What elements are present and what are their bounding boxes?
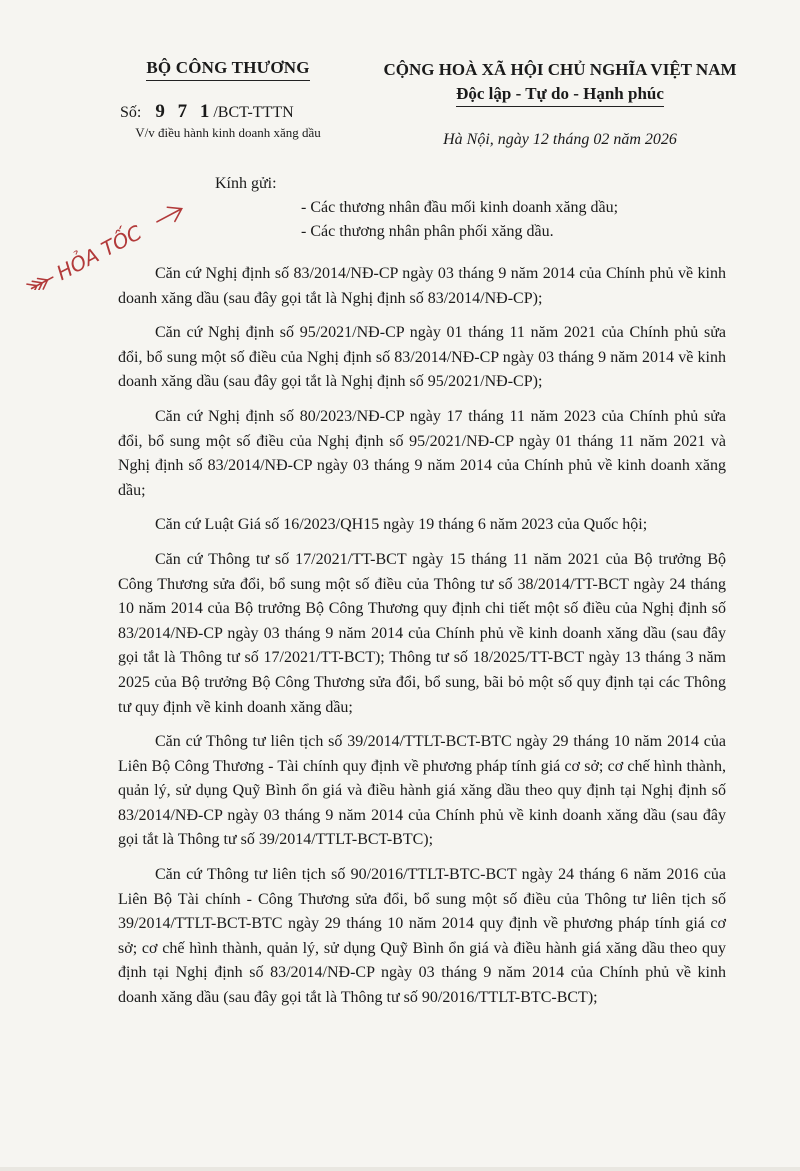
body-paragraph: Căn cứ Nghị định số 83/2014/NĐ-CP ngày 03 tháng 9 năm 2014 của Chính phủ về kinh doanh xăng dầu (sau đây gọi tắt là Nghị định số 83/2014/NĐ-CP);	[118, 265, 726, 307]
body-paragraph: Căn cứ Nghị định số 80/2023/NĐ-CP ngày 17 tháng 11 năm 2023 của Chính phủ sửa đổi, bổ sung một số điều của Nghị định số 95/2021/NĐ-CP ngày 01 tháng 11 năm 2021 và Nghị định số 83/2014/NĐ-CP ngày 03 tháng 9 năm 2014 của Chính phủ về kinh doanh xăng dầu;	[118, 407, 726, 499]
document-body	[118, 262, 726, 1021]
number-value: 9 7 1	[155, 101, 214, 122]
recipient-item: - Các thương nhân phân phối xăng dầu.	[301, 223, 554, 240]
body-paragraph: Căn cứ Nghị định số 95/2021/NĐ-CP ngày 01 tháng 11 năm 2021 của Chính phủ sửa đổi, bổ sung một số điều của Nghị định số 83/2014/NĐ-CP ngày 03 tháng 9 năm 2014 về kinh doanh xăng dầu (sau đây gọi tắt là Nghị định số 95/2021/NĐ-CP);	[118, 324, 726, 391]
body-paragraph: Căn cứ Thông tư số 17/2021/TT-BCT ngày 15 tháng 11 năm 2021 của Bộ trưởng Bộ Công Thương sửa đổi, bổ sung một số điều của Thông tư số 38/2014/TT-BCT ngày 24 tháng 10 năm 2014 của Bộ trưởng Bộ Công Thương quy định chi tiết một số điều của Nghị định số 83/2014/NĐ-CP ngày 03 tháng 9 năm 2014 của Chính phủ về kinh doanh xăng dầu (sau đây gọi tắt là Thông tư số 17/2021/TT-BCT); Thông tư số 18/2025/TT-BCT ngày 13 tháng 3 năm 2025 của Bộ trưởng Bộ Công Thương sửa đổi, bổ sung, bãi bỏ một số quy định tại các Thông tư quy định về kinh doanh xăng dầu;	[118, 550, 726, 716]
nation-title: CỘNG HOÀ XÃ HỘI CHỦ NGHĨA VIỆT NAM	[383, 60, 737, 79]
number-suffix: /BCT-TTTN	[213, 104, 294, 121]
national-motto: Độc lập - Tự do - Hạnh phúc	[456, 84, 664, 107]
agency-name: BỘ CÔNG THƯƠNG	[146, 58, 309, 81]
greeting: Kính gửi:	[215, 175, 277, 192]
recipient-item: - Các thương nhân đầu mối kinh doanh xăng dầu;	[301, 199, 619, 216]
stamp-text: HỎA TỐC	[52, 220, 146, 286]
document-number	[98, 101, 358, 123]
number-label: Số:	[120, 104, 142, 121]
recipients-block	[215, 172, 618, 244]
place-date: Hà Nội, ngày 12 tháng 02 năm 2026	[443, 131, 677, 148]
page-edge	[0, 1167, 800, 1171]
national-header	[360, 60, 760, 149]
issuer-block	[98, 58, 358, 141]
body-paragraph: Căn cứ Thông tư liên tịch số 90/2016/TTLT-BTC-BCT ngày 24 tháng 6 năm 2016 của Liên Bộ Tài chính - Công Thương sửa đổi, bổ sung một số điều của Thông tư liên tịch số 39/2014/TTLT-BCT-BTC ngày 29 tháng 10 năm 2014 quy định về phương pháp tính giá cơ sở; cơ chế hình thành, quản lý, sử dụng Quỹ Bình ổn giá và điều hành giá xăng dầu theo quy định tại Nghị định số 83/2014/NĐ-CP ngày 03 tháng 9 năm 2014 của Chính phủ về kinh doanh xăng dầu (sau đây gọi tắt là Thông tư số 90/2016/TTLT-BTC-BCT);	[118, 866, 726, 1007]
body-paragraph: Căn cứ Luật Giá số 16/2023/QH15 ngày 19 tháng 6 năm 2023 của Quốc hội;	[155, 516, 648, 534]
body-paragraph: Căn cứ Thông tư liên tịch số 39/2014/TTLT-BCT-BTC ngày 29 tháng 10 năm 2014 của Liên Bộ Công Thương - Tài chính quy định về phương pháp tính giá cơ sở; cơ chế hình thành, quản lý, sử dụng Quỹ Bình ổn giá và điều hành giá xăng dầu theo quy định tại Nghị định số 83/2014/NĐ-CP ngày 03 tháng 9 năm 2014 của Chính phủ về kinh doanh xăng dầu (sau đây gọi tắt là Thông tư số 39/2014/TTLT-BCT-BTC);	[118, 733, 726, 849]
document-subject: V/v điều hành kinh doanh xăng dầu	[135, 125, 321, 140]
